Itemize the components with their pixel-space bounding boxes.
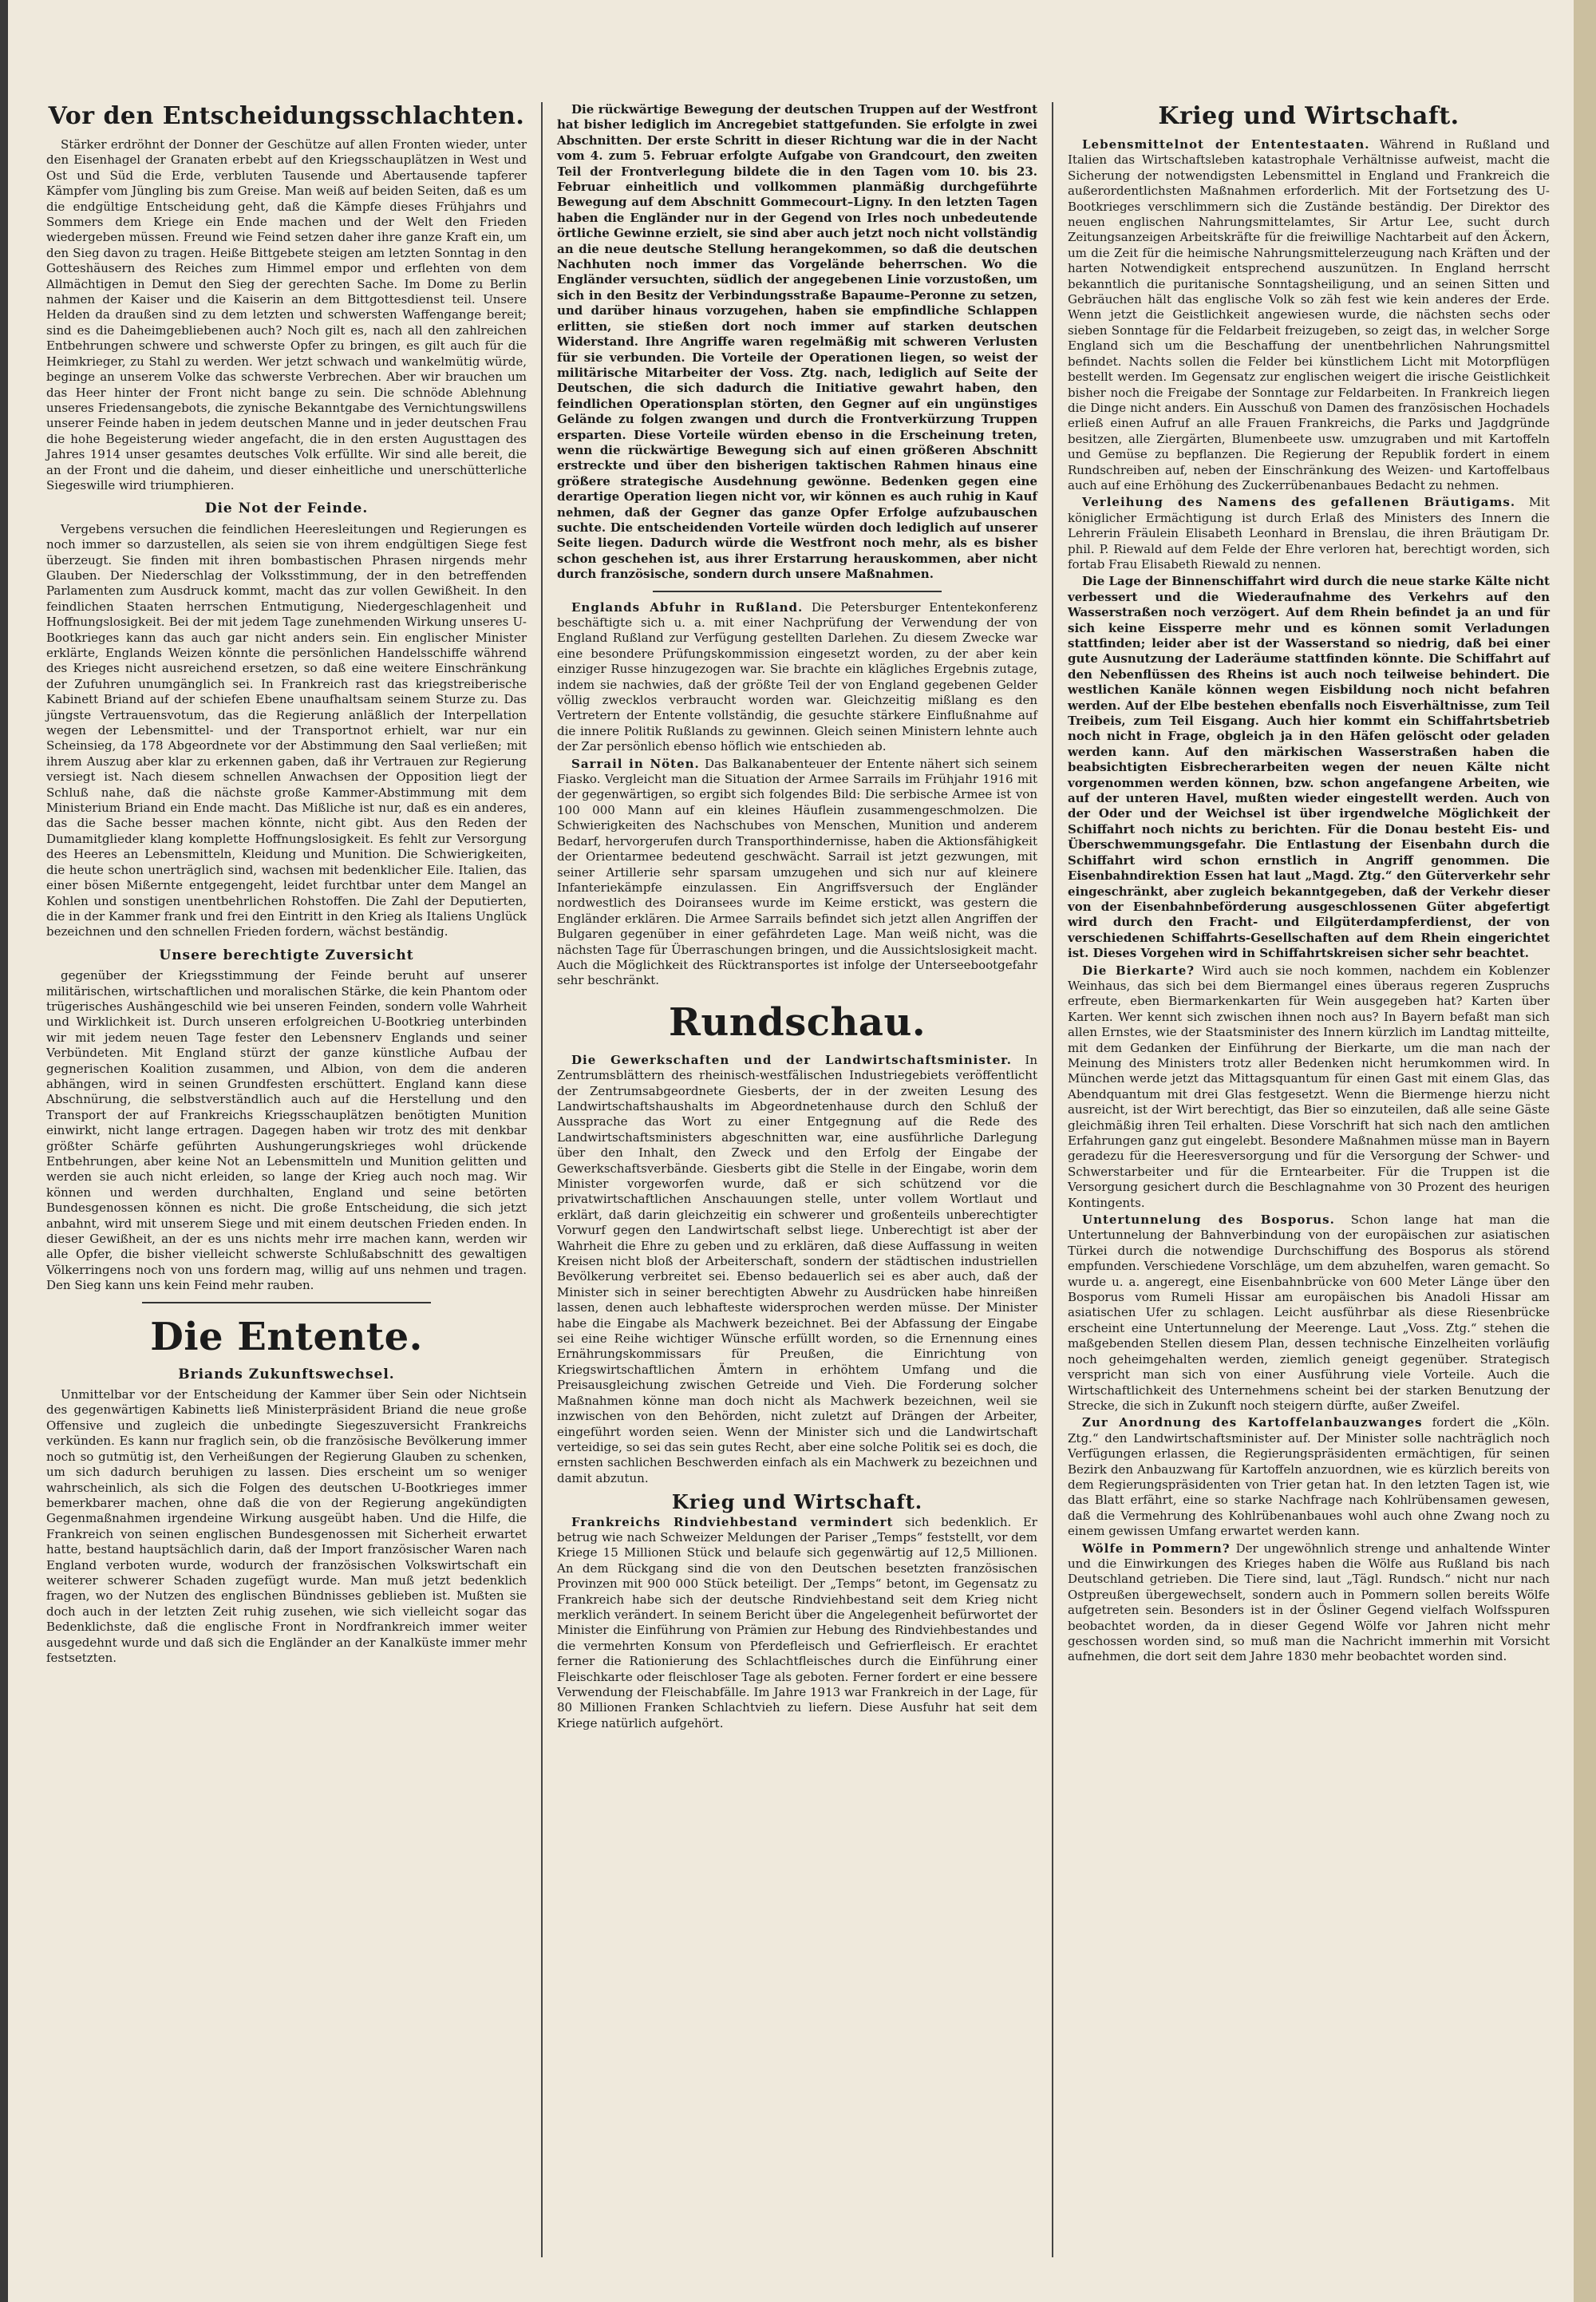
runin-heading: Lebensmittelnot der Ententestaaten. — [1082, 137, 1370, 152]
paragraph-text: Die Petersburger Ententekonferenz beschäftigte sich u. a. mit einer Nachprüfung der Verwendung der von England Rußland zur Verfügung gestellten Darlehen. Zu diesem Zwecke war eine besondere Prüfungskommission eingesetzt worden, zu der aber kein einziger Russe hinzugezogen war. Sie brachte ein klägliches Ergebnis zutage, indem sie nachwies, daß der größte Teil der von England gegebenen Gelder völlig zwecklos verbraucht worden war. Gleichzeitig mißlang es den Vertretern der Entente vollständig, die gesuchte stärkere Einflußnahme auf die innere Politik Rußlands zu gewinnen. Gleich seinen Ministern lehnte auch der Zar persönlich ebenso höflich wie entschieden ab. — [557, 599, 1037, 754]
article-paragraph: Die Lage der Binnenschiffahrt wird durch die neue starke Kälte nicht verbessert und die Wiederaufnahme des Verkehrs auf den Wasserstraßen noch verzögert. Auf dem Rhein befindet ja an und für sich keine Eissperre mehr und es können somit Verladungen stattfinden; leider aber ist der Wasserstand so niedrig, daß bei einer gute Ausnutzung der Laderäume stattfinden könnte. Die Schiffahrt auf den Nebenflüssen des Rheins ist auch noch teilweise behindert. Die westlichen Kanäle können wegen Eisbildung noch nicht befahren werden. Auf der Elbe bestehen ebenfalls noch Eisverhältnisse, zum Teil Treibeis, zum Teil Eisgang. Auch hier kommt ein Schiffahrtsbetrieb noch nicht in Frage, obgleich ja in den Häfen gelöscht oder geladen werden kann. Auf den märkischen Wasserstraßen haben die beabsichtigten Eisbrecherarbeiten wegen der neuen Kälte nicht vorgenommen werden können, bzw. schon angefangene Arbeiten, wie auf der unteren Havel, mußten wieder eingestellt werden. Auch von der Oder und der Weichsel ist über irgendwelche Möglichkeit der Schiffahrt noch nichts zu berichten. Für die Donau besteht Eis- und Überschwemmungsgefahr. Die Entlastung der Eisenbahn durch die Schiffahrt wird schon ernstlich in Angriff genommen. Die Eisenbahndirektion Essen hat laut „Magd. Ztg.“ den Güterverkehr sehr eingeschränkt, aber zugleich bekanntgegeben, daß der Verkehr dieser von der Eisenbahnbeförderung ausgeschlossenen Güter abgefertigt wird durch den Fracht- und Eilgüterdampferdienst, der von verschiedenen Schiffahrts-Gesellschaften auf dem Rhein eingerichtet ist. Dieses Vorgehen wird in Schiffahrtskreisen sicher sehr beachtet. — [1068, 574, 1550, 961]
subheading-not-der-feinde: Die Not der Feinde. — [204, 500, 369, 517]
article-paragraph: Vergebens versuchen die feindlichen Heeresleitungen und Regierungen es noch immer so darzustellen, als seien sie von ihrem endgültigen Siege fest überzeugt. Sie finden mit ihren bombastischen Phrasen nirgends mehr Glauben. Der Niederschlag der Volksstimmung, der in den betreffenden Parlamenten zum Ausdruck kommt, macht das zur vollen Gewißheit. In den feindlichen Staaten herrschen Entmutigung, Niedergeschlagenheit und Hoffnungslosigkeit. Bei der mit jedem Tage zunehmenden Wirkung unseres U-Bootkrieges kann das auch gar nicht anders sein. Ein englischer Minister erklärte, Englands Weizen könnte die persönlichen Handelsschiffe während des Krieges nicht ausreichend ersetzen, so daß eine weitere Einschränkung der Zufuhren unumgänglich sei. In Frankreich rast das kriegstreiberische Kabinett Briand auf der schiefen Ebene unaufhaltsam seinem Sturze zu. Das jüngste Vertrauensvotum, das die Regierung anläßlich der Interpellation wegen der Lebensmittel- und der Transportnot erhielt, war nur ein Scheinsieg, da 178 Abgeordnete vor der Abstimmung den Saal verließen; mit ihrem Auszug aber klar zu erkennen gaben, daß ihr Vertrauen zur Regierung versiegt ist. Nach diesem schnellen Anwachsen der Opposition liegt der Schluß nahe, daß die nächste große Kammer-Abstimmung mit dem Ministerium Briand ein Ende macht. Das Mißliche ist nur, daß es ein anderes, das die Sache besser machen könnte, nicht gibt. Aus den Reden der Dumamitglieder klang komplette Hoffnungslosigkeit. Es fehlt zur Versorgung des Heeres an Lebensmitteln, Kleidung und Munition. Die Schwierigkeiten, die heute schon unerträglich sind, wachsen mit bedenklicher Eile. Italien, das einer bösen Mißernte entgegengeht, leidet furchtbar unter dem Mangel an Kohlen und sonstigen unentbehrlichen Rohstoffen. Die Zahl der Deputierten, die in der Kammer frank und frei den Eintritt in den Krieg als Italiens Unglück bezeichnen und den schnellen Frieden fordern, wächst beständig. — [46, 521, 527, 939]
runin-heading: Sarrail in Nöten. — [571, 756, 700, 771]
column-1 — [32, 102, 543, 2257]
runin-heading: Frankreichs Rindviehbestand vermindert — [571, 1514, 894, 1529]
article-paragraph: gegenüber der Kriegsstimmung der Feinde beruht auf unserer militärischen, wirtschaftlichen und moralischen Stärke, die kein Phantom oder trügerisches Aushängeschild wie bei unseren Feinden, sondern volle Wahrheit und Wirklichkeit ist. Durch unseren erfolgreichen U-Bootkrieg unterbinden wir mit jedem neuen Tage fester den Lebensnerv Englands und seiner Verbündeten. Mit England stürzt der ganze künstliche Aufbau der gegnerischen Koalition zusammen, und Albion, von dem die anderen abhängen, wird in seinen Grundfesten erschüttert. England kann diese Abschnürung, die selbstverständlich auch auf die Herstellung und den Transport der auf Frankreichs Kriegsschauplätzen benötigten Munition einwirkt, nicht lange ertragen. Dagegen haben wir trotz des mit denkbar größter Schärfe geführten Aushungerungskrieges wohl drückende Entbehrungen, aber keine Not an Lebensmitteln und Munition gelitten und werden sie auch nicht erleiden, so lange der Krieg auch noch mag. Wir können und werden durchhalten, England und seine betörten Bundesgenossen können es nicht. Die große Entscheidung, die sich jetzt anbahnt, wird mit unserem Siege und mit einem deutschen Frieden enden. In dieser Gewißheit, an der es uns nichts mehr irre machen kann, werden wir alle Opfer, die bisher vielleicht schwerste Schlußabschnitt des gewaltigen Völkerringens noch von uns fordern mag, willig auf uns nehmen und tragen. Den Sieg kann uns kein Feind mehr rauben. — [46, 968, 527, 1293]
paragraph-text: fordert die „Köln. Ztg.“ den Landwirtschaftsminister auf. Der Minister solle nachträglich noch Verfügungen erlassen, die Regierungspräsidenten ermächtigen, für seinen Bezirk den Anbauzwang für Kartoffeln anzuordnen, wie es kürzlich bereits von dem Regierungspräsidenten von Trier getan hat. In den letzten Tagen ist, wie das Blatt erfährt, eine so starke Nachfrage nach Kohlrübensamen gewesen, daß die Vermehrung des Kohlrübenanbaues wohl auch ohne Zwang noch zu einem gewissen Umfang erwartet werden kann. — [1068, 1415, 1550, 1539]
paper-edge — [1574, 0, 1596, 2302]
article-paragraph — [557, 1515, 1037, 1732]
column-3 — [1053, 102, 1564, 2257]
article-paragraph — [1068, 1212, 1550, 1414]
runin-heading: Untertunnelung des Bosporus. — [1082, 1212, 1335, 1228]
paragraph-text: sich bedenklich. Er betrug wie nach Schweizer Meldungen der Pariser „Temps“ feststellt, vor dem Kriege 15 Millionen Stück und belaufe sich gegenwärtig auf 12,5 Millionen. An dem Rückgang sind die von den Deutschen besetzten französischen Provinzen mit 900 000 Stück beteiligt. Der „Temps“ betont, im Gegensatz zu Frankreich habe sich der deutsche Rindviehbestand seit dem Krieg nicht merklich verändert. In seinem Bericht über die Angelegenheit befürwortet der Minister die Einführung von Prämien zur Hebung des Rindviehbestandes und die vermehrten Konsum von Pferdefleisch und Gefrierfleisch. Er erachtet ferner die Rationierung des Schlachtfleisches durch die Einführung einer Fleischkarte oder fleischloser Tage als geboten. Ferner fordert er eine bessere Verwendung der Fleischabfälle. Im Jahre 1913 war Frankreich in der Lage, für 80 Millionen Franken Schlachtvieh zu liefern. Diese Ausfuhr hat seit dem Kriege natürlich aufgehört. — [557, 1514, 1037, 1730]
runin-heading: Die Bierkarte? — [1082, 963, 1195, 978]
article-paragraph — [557, 600, 1037, 755]
paragraph-text: Der ungewöhnlich strenge und anhaltende Winter und die Einwirkungen des Krieges haben die Wölfe aus Rußland bis nach Deutschland getrieben. Die Tiere sind, laut „Tägl. Rundsch.“ nicht nur nach Ostpreußen übergewechselt, sondern auch in Pommern sollen bereits Wölfe aufgetreten sein. Besonders ist in der Ösliner Gegend vielfach Wolfsspuren beobachtet worden, da in dieser Gegend Wölfe vor Jahren nicht mehr geschossen worden sind, so muß man die Nachricht immerhin mit Vorsicht aufnehmen, die dort seit dem Jahre 1830 mehr beobachtet worden sind. — [1068, 1541, 1550, 1664]
article-paragraph — [557, 757, 1037, 989]
headline-krieg-und-wirtschaft: Krieg und Wirtschaft. — [1158, 102, 1460, 130]
article-paragraph: Stärker erdröhnt der Donner der Geschütze auf allen Fronten wieder, unter den Eisenhagel der Granaten erbebt auf den Kriegsschauplätzen in West und Ost und Süd die Erde, verbluten Tausende und Abertausende tapferer Kämpfer vom Jüngling bis zum Greise. Man weiß auf beiden Seiten, daß es um die endgültige Entscheidung geht, daß die Kämpfe dieses Frühjahrs und Sommers dem Kriege ein Ende machen und der Welt den Frieden wiedergeben müssen. Freund wie Feind setzen daher ihre ganze Kraft ein, um den Sieg davon zu tragen. Heiße Bittgebete steigen am letzten Sonntag in den Gotteshäusern des Reiches zum Himmel empor und erflehten von dem Allmächtigen in Demut den Sieg der gerechten Sache. Im Dome zu Berlin nahmen der Kaiser und die Kaiserin an dem Bittgottesdienst teil. Unsere Helden da draußen sind zu dem letzten und schwersten Waffengange bereit; sind es die Daheimgebliebenen auch? Noch gilt es, nach all den zahlreichen Entbehrungen schwere und schwerste Opfer zu bringen, es gilt auch für die Heimkrieger, zu Stahl zu werden. Wer jetzt schwach und wankelmütig würde, beginge an unserem Volke das schwerste Verbrechen. Aber wir brauchen um das Heer hinter der Front nicht bange zu sein. Die schnöde Ablehnung unseres Friedensangebots, die zynische Bekanntgabe des Vernichtungswillens unserer Feinde haben in jedem deutschen Manne und in jeder deutschen Frau die hohe Begeisterung wieder angefacht, die in den ersten Augusttagen des Jahres 1914 unser gesamtes deutsches Volk erfüllte. Wir sind alle bereit, die an der Front und die daheim, und dieser einheitliche und unerschütterliche Siegeswille wird triumphieren. — [46, 137, 527, 492]
text-columns — [32, 102, 1564, 2257]
runin-heading: Englands Abfuhr in Rußland. — [571, 599, 804, 615]
runin-heading: Die Gewerkschaften und der Landwirtschaftsminister. — [571, 1052, 1012, 1067]
runin-heading: Zur Anordnung des Kartoffelanbauzwanges — [1082, 1415, 1423, 1430]
paragraph-text: Während in Rußland und Italien das Wirtschaftsleben katastrophale Verhältnisse aufweist, macht die Sicherung der notwendigsten Lebensmittel in England und Frankreich die außerordentlichsten Maßnahmen erforderlich. Mit der Fortsetzung des U-Bootkrieges verschlimmern sich die Zustände beständig. Der Direktor des neuen englischen Nahrungsmittelamtes, Sir Artur Lee, sucht durch Zeitungsanzeigen Arbeitskräfte für die freiwillige Nachtarbeit auf den Äckern, um die Zeit für die heimische Nahrungsmittelerzeugung nach Kräften und der harten Notwendigkeit entsprechend auszunützen. In England herrscht bekanntlich die puritanische Sonntagsheiligung, und an seinen Sitten und Gebräuchen hält das englische Volk so zäh fest wie kein anderes der Erde. Wenn jetzt die Geistlichkeit angewiesen wurde, die nächsten sechs oder sieben Sonntage für die Feldarbeit freizugeben, so zeigt das, in welcher Sorge England sich um die Beschaffung der unentbehrlichen Nahrungsmittel befindet. Nachts sollen die Felder bei künstlichem Licht mit Motorpflügen bestellt werden. Im Gegensatz zur englischen weigert die irische Geistlichkeit bisher noch die Freigabe der Sonntage zur Feldarbeiten. In Frankreich liegen die Dinge nicht anders. Ein Ausschuß von Damen des französischen Hochadels erließ einen Aufruf an alle Frauen Frankreichs, die Parks und Jagdgründe besitzen, alle Ziergärten, Blumenbeete usw. umzugraben und mit Kartoffeln und Gemüse zu bepflanzen. Die Regierung der Republik fordert in einem Rundschreiben auf, neben der Einschränkung des Weizen- und Kartoffelbaus auch auf eine Erhöhung des Zuckerrübenanbaues Bedacht zu nehmen. — [1068, 137, 1550, 492]
paragraph-text: Schon lange hat man die Untertunnelung der Bahnverbindung von der europäischen zur asiatischen Türkei durch die notwendige Durchschiffung des Bosporus als störend empfunden. Verschiedene Vorschläge, um dem abzuhelfen, waren gemacht. So wurde u. a. angeregt, eine Eisenbahnbrücke von 600 Meter Länge über den Bosporus vom Rumeli Hissar am europäischen bis Anadoli Hissar am asiatischen Ufer zu schlagen. Leicht ausführbar als diese Riesenbrücke erscheint eine Untertunnelung der Meerenge. Laut „Voss. Ztg.“ stehen die maßgebenden Stellen diesem Plan, dessen technische Einzelheiten vorläufig noch geheimgehalten werden, ziemlich geneigt gegenüber. Strategisch verspricht man sich von einer Ausführung viele Vorteile. Auch die Wirtschaftlichkeit des Unternehmens scheint bei der starken Benutzung der Strecke, die sich in Zukunft noch steigern dürfte, außer Zweifel. — [1068, 1212, 1550, 1413]
article-paragraph — [1068, 137, 1550, 493]
paragraph-text: Wird auch sie noch kommen, nachdem ein Koblenzer Weinhaus, das sich bei dem Biermangel eines überaus regeren Zuspruchs erfreute, eben Biermarkenkarten für Wein ausgegeben hat? Karten über Karten. Wer kennt sich zwischen ihnen noch aus? In Bayern befaßt man sich allen Ernstes, wie der Staatsminister des Innern kürzlich im Landtag mitteilte, mit dem Gedanken der Einführung der Bierkarte, um die man nach der Meinung des Ministers trotz aller Bedenken nicht herumkommen wird. In München werde jetzt das Mittagsquantum für einen Gast mit einem Glas, das Abendquantum mit drei Glas festgesetzt. Wenn die Biermenge hierzu nicht ausreicht, ist der Wirt berechtigt, das Bier so einzuteilen, daß alle seine Gäste gleichmäßig ihren Teil erhalten. Diese Vorschrift hat sich nach den amtlichen Erfahrungen ganz gut eingelebt. Besondere Maßnahmen müsse man in Bayern geradezu für die Heeresversorgung und für die Versorgung der Schwer- und Schwerstarbeiter und für die Erntearbeiter. Für die Truppen ist die Versorgung gesichert durch die Beschlagnahme von 30 Prozent des heurigen Kontingents. — [1068, 963, 1550, 1210]
article-paragraph — [1068, 495, 1550, 572]
binding-edge — [0, 0, 8, 2302]
runin-heading: Verleihung des Namens des gefallenen Bräutigams. — [1082, 495, 1516, 510]
paragraph-text: Mit königlicher Ermächtigung ist durch Erlaß des Ministers des Innern die Lehrerin Fräulein Elisabeth Leonhard in Brenslau, die ihren Bräutigam Dr. phil. P. Riewald auf dem Felde der Ehre verloren hat, berechtigt worden, sich fortab Frau Elisabeth Riewald zu nennen. — [1068, 495, 1550, 572]
headline-entente: Die Entente. — [150, 1314, 423, 1359]
subheading-briand: Briands Zukunftswechsel. — [178, 1366, 395, 1382]
section-divider — [142, 1302, 431, 1303]
article-paragraph — [1068, 1541, 1550, 1665]
article-paragraph: Unmittelbar vor der Entscheidung der Kammer über Sein oder Nichtsein des gegenwärtigen Kabinetts ließ Ministerpräsident Briand die neue große Offensive und zugleich die unbedingte Siegeszuversicht Frankreichs verkünden. Es kann nur fraglich sein, ob die französische Bevölkerung immer noch so gutmütig ist, den Verheißungen der Regierung Glauben zu schenken, um sich dadurch beruhigen zu lassen. Dies erscheint um so weniger wahrscheinlich, als sich die Folgen des deutschen U-Bootkrieges immer bemerkbarer machen, ohne daß die von der Regierung angekündigten Gegenmaßnahmen irgendeine Wirkung ausgeübt haben. Und die Hilfe, die Frankreich von seinen englischen Bundesgenossen mit Sicherheit erwartet hatte, bestand hauptsächlich darin, daß der Import französischer Waren nach England verboten wurde, wodurch der französischen Volkswirtschaft ein weiterer schwerer Schaden zugefügt wurde. Man muß jetzt bedenklich fragen, wo der Nutzen des englischen Bündnisses geblieben ist. Mußten sie doch auch in der letzten Zeit ruhig zusehen, wie sich vielleicht sogar das Bedenklichste, daß die englische Front in Nordfrankreich immer weiter ausgedehnt wurde und daß sich die Engländer an der Kanalküste immer mehr festsetzten. — [46, 1387, 527, 1665]
article-paragraph — [1068, 963, 1550, 1212]
article-paragraph — [557, 1053, 1037, 1486]
section-divider — [653, 591, 942, 592]
article-paragraph: Die rückwärtige Bewegung der deutschen Truppen auf der Westfront hat bisher lediglich im Ancregebiet stattgefunden. Sie erfolgte in zwei Abschnitten. Der erste Schritt in dieser Richtung war die in der Nacht vom 4. zum 5. Februar erfolgte Aufgabe von Grandcourt, den zweiten Teil der Frontverlegung bildete die in den Tagen vom 10. bis 23. Februar einheitlich und vollkommen planmäßig durchgeführte Bewegung auf dem Abschnitt Gommecourt–Ligny. In den letzten Tagen haben die Engländer nur in der Gegend von Irles noch unbedeutende örtliche Gewinne erzielt, sie sind aber auch jetzt noch nicht vollständig an die neue deutsche Stellung herangekommen, so daß die deutschen Nachhuten noch immer das Vorgelände beherrschen. Wo die Engländer versuchten, südlich der angegebenen Linie vorzustoßen, um sich in den Besitz der Verbindungsstraße Bapaume–Peronne zu setzen, und darüber hinaus vorzugehen, haben sie empfindliche Schlappen erlitten, sie stießen dort noch immer auf starken deutschen Widerstand. Ihre Angriffe waren regelmäßig mit schweren Verlusten für sie verbunden. Die Vorteile der Operationen liegen, so weist der militärische Mitarbeiter der Voss. Ztg. nach, lediglich auf Seite der Deutschen, die sich dadurch die Initiative gewahrt haben, den feindlichen Operationsplan störten, den Gegner auf ein ungünstiges Gelände zu folgen zwangen und durch die Frontverkürzung Truppen ersparten. Diese Vorteile würden ebenso in die Erscheinung treten, wenn die rückwärtige Bewegung sich auf einen größeren Abschnitt erstreckte und über den bisherigen taktischen Rahmen hinaus eine größere strategische Ausdehnung gewönne. Bedenken gegen eine derartige Operation liegen nicht vor, wir können es auch ruhig in Kauf nehmen, daß der Gegner das ganze Opfer Erfolge aufzubauschen suchte. Die entscheidenden Vorteile würden doch lediglich auf unserer Seite liegen. Dadurch würde die Westfront noch mehr, als es bisher schon geschehen ist, aus ihrer Erstarrung herauskommen, aber nicht durch französische, sondern durch unsere Maßnahmen. — [557, 102, 1037, 582]
headline-rundschau: Rundschau. — [668, 999, 926, 1045]
headline-entscheidungsschlachten: Vor den Entscheidungsschlachten. — [48, 102, 525, 130]
paragraph-text: Das Balkanabenteuer der Entente nähert sich seinem Fiasko. Vergleicht man die Situation der Armee Sarrails im Frühjahr 1916 mit der gegenwärtigen, so ergibt sich folgendes Bild: Die serbische Armee ist von 100 000 Mann auf ein kleines Häuflein zusammengeschmolzen. Die Schwierigkeiten des Nachschubes von Menschen, Munition und anderem Bedarf, hervorgerufen durch Transporthindernisse, haben die Aktionsfähigkeit der Orientarmee bedeutend geschwächt. Sarrail ist jetzt gezwungen, mit seiner Artillerie sehr sparsam umzugehen und sich nur auf kleinere Infanteriekämpfe einzulassen. Ein Angriffsversuch der Engländer nordwestlich des Doiransees wurde im Keime erstickt, was gestern die Engländer erklären. Die Armee Sarrails befindet sich jetzt allen Angriffen der Bulgaren gegenüber in einer gefährdeten Lage. Man weiß nicht, was die nächsten Tage für Überraschungen bringen, und die Aussichtslosigkeit macht. Auch die Möglichkeit des Rücktransportes ist infolge der Unterseebootgefahr sehr beschränkt. — [557, 756, 1037, 988]
article-paragraph — [1068, 1415, 1550, 1539]
runin-heading: Wölfe in Pommern? — [1082, 1541, 1231, 1556]
subheading-zuversicht: Unsere berechtigte Zuversicht — [159, 947, 414, 963]
paragraph-text: In Zentrumsblättern des rheinisch-westfälischen Industriegebiets veröffentlicht der Zentrumsabgeordnete Giesberts, der in der zweiten Lesung des Landwirtschaftshaushalts im Abgeordnetenhause durch den Schluß der Aussprache das Wort zu einer Entgegnung auf die Rede des Landwirtschaftsministers abgeschnitten war, eine ausführliche Darlegung über den Inhalt, den Zweck und den Erfolg der Eingabe der Gewerkschaftsverbände. Giesberts gibt die Stelle in der Eingabe, worin dem Minister vorgeworfen wurde, daß er sich schützend vor die privatwirtschaftlichen Anschauungen stelle, unter vollem Wortlaut und erklärt, daß darin gleichzeitig ein schwerer und großenteils unberechtigter Vorwurf gegen den Landwirtschaft selbst liege. Unberechtigt ist aber der Wahrheit die Ehre zu geben und zu erklären, daß diese Auffassung in weiten Kreisen nicht bloß der Arbeiterschaft, sondern der städtischen industriellen Bevölkerung verbreitet sei. Ebenso bedauerlich sei es aber auch, daß der Minister sich in seiner berechtigten Abwehr zu Ausdrücken habe hinreißen lassen, denen auch lebhafteste widersprochen werden müsse. Der Minister habe die Eingabe als Machwerk bezeichnet. Bei der Abfassung der Eingabe sei eine Reihe wichtiger Wünsche erfüllt worden, so die Ernennung eines Ernährungskommissars für Preußen, die Einrichtung von Kriegswirtschaftlichen Ämtern in erhöhtem Umfang und die Preisausgleichung zwischen Getreide und Vieh. Die Forderung solcher Maßnahmen könne man doch nicht als Machwerk bezeichnen, weil sie inzwischen von den Behörden, nicht zuletzt auf Drängen der Arbeiter, eingeführt worden seien. Wenn der Minister sich und die Landwirtschaft verteidige, so sei das sein gutes Recht, aber eine solche Politik sei es doch, die ernsten sachlichen Beschwerden einfach als ein Machwerk zu bezeichnen und damit abzutun. — [557, 1052, 1037, 1485]
subheading-krieg-und-wirtschaft: Krieg und Wirtschaft. — [671, 1490, 923, 1514]
column-2 — [543, 102, 1053, 2257]
